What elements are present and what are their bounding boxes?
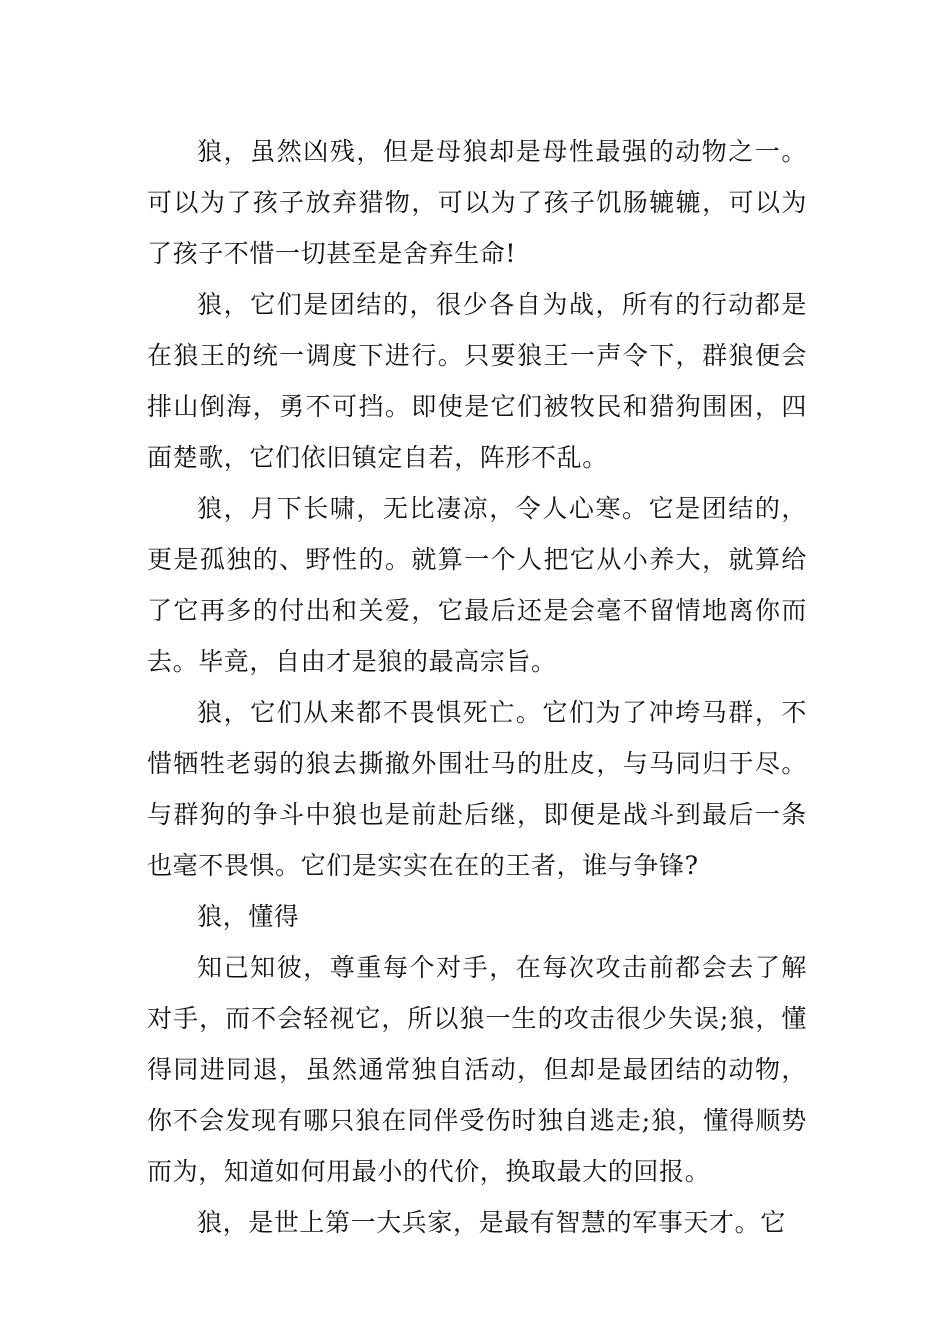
paragraph-solitude: 狼，月下长啸，无比凄凉，令人心寒。它是团结的，更是孤独的、野性的。就算一个人把它从小养大，就算给了它再多的付出和关爱，它最后还是会毫不留情地离你而去。毕竟，自由才是狼的最高宗旨。 — [147, 494, 807, 676]
paragraph-understands-heading: 狼，懂得 — [197, 902, 300, 931]
paragraph-know-the-enemy: 知己知彼，尊重每个对手，在每次攻击前都会去了解对手，而不会轻视它，所以狼一生的攻击很少失误;狼，懂得同进同退，虽然通常独自活动，但却是最团结的动物，你不会发现有哪只狼在同伴受伤时独自逃走;狼，懂得顺势而为，知道如何用最小的代价，换取最大的回报。 — [147, 953, 807, 1186]
paragraph-mother-wolf: 狼，虽然凶残，但是母狼却是母性最强的动物之一。可以为了孩子放弃猎物，可以为了孩子饥肠辘辘，可以为了孩子不惜一切甚至是舍弃生命! — [147, 137, 807, 268]
paragraph-unity: 狼，它们是团结的，很少各自为战，所有的行动都是在狼王的统一调度下进行。只要狼王一声令下，群狼便会排山倒海，勇不可挡。即使是它们被牧民和猎狗围困，四面楚歌，它们依旧镇定自若，阵形不乱。 — [147, 290, 807, 472]
paragraph-strategist: 狼，是世上第一大兵家，是最有智慧的军事天才。它 — [197, 1208, 786, 1237]
paragraph-fearless: 狼，它们从来都不畏惧死亡。它们为了冲垮马群，不惜牺牲老弱的狼去撕撤外围壮马的肚皮，与马同归于尽。与群狗的争斗中狼也是前赴后继，即便是战斗到最后一条也毫不畏惧。它们是实实在在的王者，谁与争锋? — [147, 698, 807, 880]
document-body — [147, 126, 807, 1248]
